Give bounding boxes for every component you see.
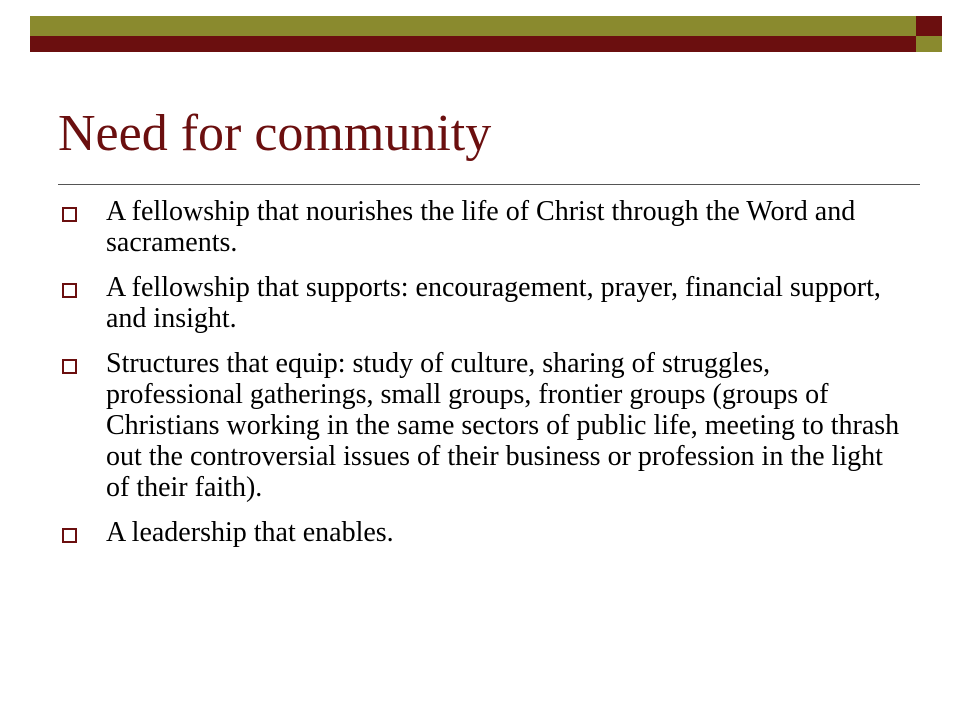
- bullet-text-1: A fellowship that nourishes the life of Christ through the Word and sacraments.: [106, 196, 856, 258]
- bullet-text-2: A fellowship that supports: encouragement, prayer, financial support, and insight.: [106, 272, 881, 334]
- bullet-item-4: [60, 517, 910, 548]
- bullet-text-3: Structures that equip: study of culture, sharing of struggles, professional gatherings, small groups, frontier groups (groups of Christians working in the same sectors of public life, meeting to thrash out the controversial issues of their business or profession in the light of their faith).: [106, 348, 900, 503]
- hollow-square-bullet-icon: [62, 207, 77, 222]
- corner-decorative-block: [916, 16, 942, 52]
- top-bar-olive-stripe: [30, 16, 916, 36]
- bullet-text-4: A leadership that enables.: [106, 517, 394, 548]
- hollow-square-bullet-icon: [62, 359, 77, 374]
- hollow-square-bullet-icon: [62, 528, 77, 543]
- title-divider: [58, 184, 920, 185]
- bullet-item-2: [60, 272, 910, 334]
- slide-title: Need for community: [58, 105, 492, 162]
- top-bar-maroon-stripe: [30, 36, 916, 52]
- hollow-square-bullet-icon: [62, 283, 77, 298]
- bullet-item-1: [60, 196, 910, 258]
- corner-olive-square: [916, 36, 942, 52]
- top-decorative-bar: [30, 16, 916, 52]
- bullet-item-3: [60, 348, 910, 503]
- bullet-list: [60, 196, 910, 562]
- corner-maroon-square: [916, 16, 942, 36]
